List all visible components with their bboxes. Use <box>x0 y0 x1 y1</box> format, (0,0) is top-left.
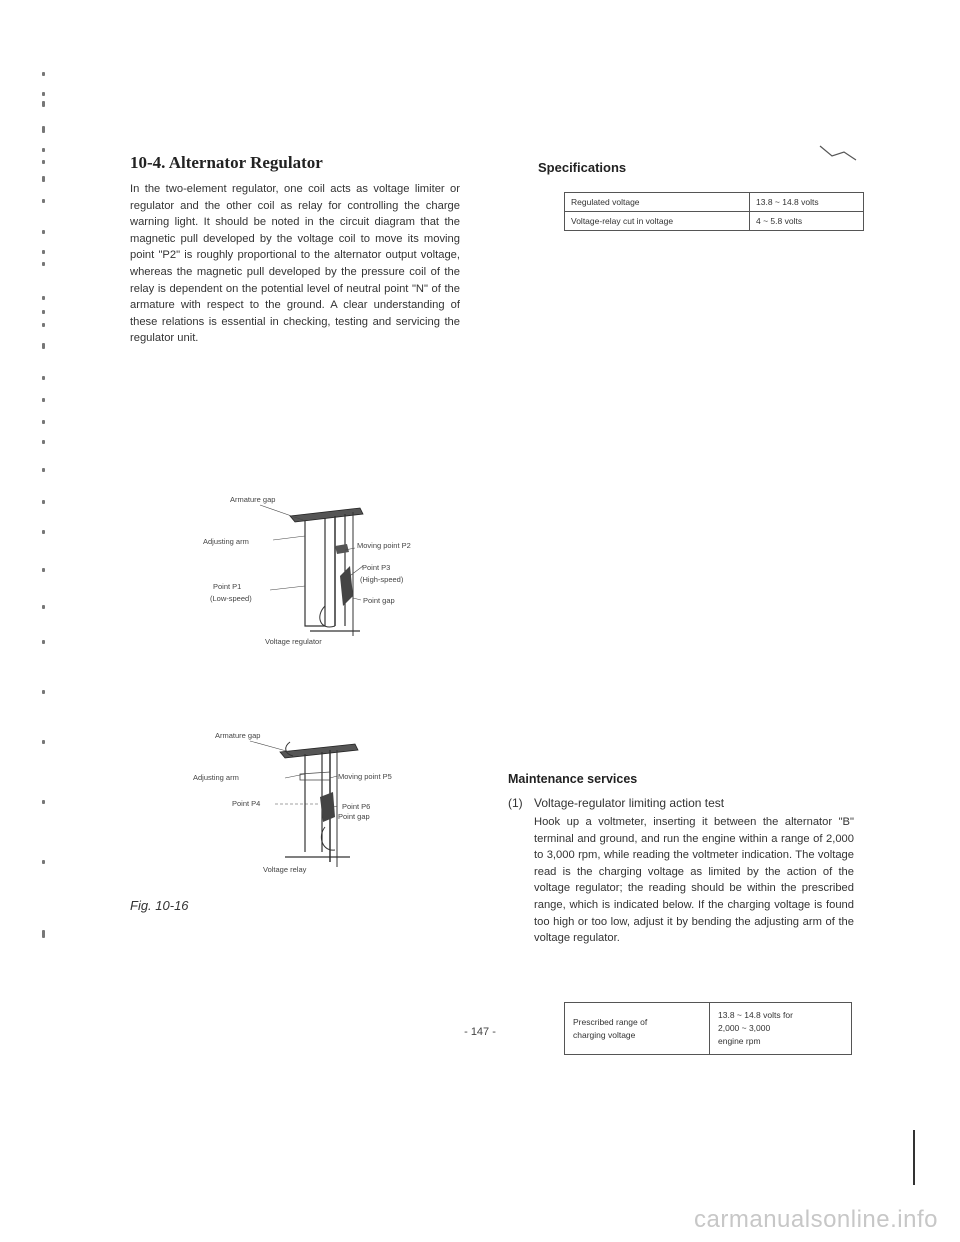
voltage-relay-illustration <box>185 722 485 902</box>
label-point-p1-sub: (Low-speed) <box>210 594 252 603</box>
label-armature-gap: Armature gap <box>230 495 276 504</box>
corner-scribble <box>818 140 858 164</box>
intro-paragraph: In the two-element regulator, one coil acts as voltage limiter or regulator and the other coil as relay for controlling the charge warning light. It should be noted in the circuit diagram that the magnetic pull developed by the voltage coil to move its moving point "P2" is roughly proportional to the alternator output voltage, whereas the magnetic pull developed by the pressure coil of the relay is dependent on the potential level of neutral point "N" of the armature with respect to the ground. A clear understanding of these relations is essential in checking, testing and servicing the regulator unit. <box>130 183 460 345</box>
label-point-p4: Point P4 <box>232 799 261 808</box>
spec-value: 4 ~ 5.8 volts <box>750 212 864 231</box>
specifications-table <box>564 192 864 231</box>
table-row <box>565 193 864 212</box>
range-value-line: 2,000 ~ 3,000 <box>718 1023 771 1033</box>
specifications-title: Specifications <box>538 160 627 175</box>
item-heading: Voltage-regulator limiting action test <box>534 796 725 810</box>
maintenance-title: Maintenance services <box>508 772 638 786</box>
spec-label: Regulated voltage <box>565 193 750 212</box>
label-moving-point: Moving point P5 <box>338 772 392 781</box>
label-point-p6: Point P6 <box>342 802 371 811</box>
range-value-line: 13.8 ~ 14.8 volts for <box>718 1010 793 1020</box>
spec-label: Voltage-relay cut in voltage <box>565 212 750 231</box>
label-point-p1: Point P1 <box>213 582 242 591</box>
range-label-line: charging voltage <box>573 1029 636 1040</box>
label-adjusting-arm: Adjusting arm <box>193 773 239 782</box>
spec-value: 13.8 ~ 14.8 volts <box>750 193 864 212</box>
label-point-gap: Point gap <box>338 812 370 821</box>
watermark: carmanualsonline.info <box>694 1206 938 1233</box>
table-row <box>565 212 864 231</box>
voltage-regulator-illustration <box>185 486 485 666</box>
voltage-regulator-diagram <box>185 486 485 666</box>
label-adjusting-arm: Adjusting arm <box>203 537 249 546</box>
item-number: (1) <box>508 796 523 810</box>
item-body: Hook up a voltmeter, inserting it between the alternator "B" terminal and ground, and run the engine within a range of 2,000 to 3,000 rpm, while reading the voltmeter indication. The voltage read is the charging voltage as limited by the action of the voltage regulator; the reading should be within the prescribed range, which is indicated below. If the charging voltage is found too high or too low, adjust it by bending the adjusting arm of the voltage regulator. <box>534 816 854 945</box>
voltage-relay-diagram <box>185 722 485 902</box>
figure-caption: Fig. 10-16 <box>130 898 189 913</box>
range-value-line: engine rpm <box>718 1036 761 1046</box>
edge-rule <box>913 1130 915 1185</box>
label-point-gap: Point gap <box>363 596 395 605</box>
label-moving-point: Moving point P2 <box>357 541 411 550</box>
diagram-caption: Voltage relay <box>263 865 307 874</box>
page-number: - 147 - <box>464 1026 496 1038</box>
label-armature-gap: Armature gap <box>215 731 261 740</box>
range-label-line: Prescribed range of <box>573 1016 648 1027</box>
label-point-p3-sub: (High-speed) <box>360 575 404 584</box>
label-point-p3: Point P3 <box>362 563 391 572</box>
section-title: 10-4. Alternator Regulator <box>130 153 323 172</box>
diagram-caption: Voltage regulator <box>265 637 322 646</box>
